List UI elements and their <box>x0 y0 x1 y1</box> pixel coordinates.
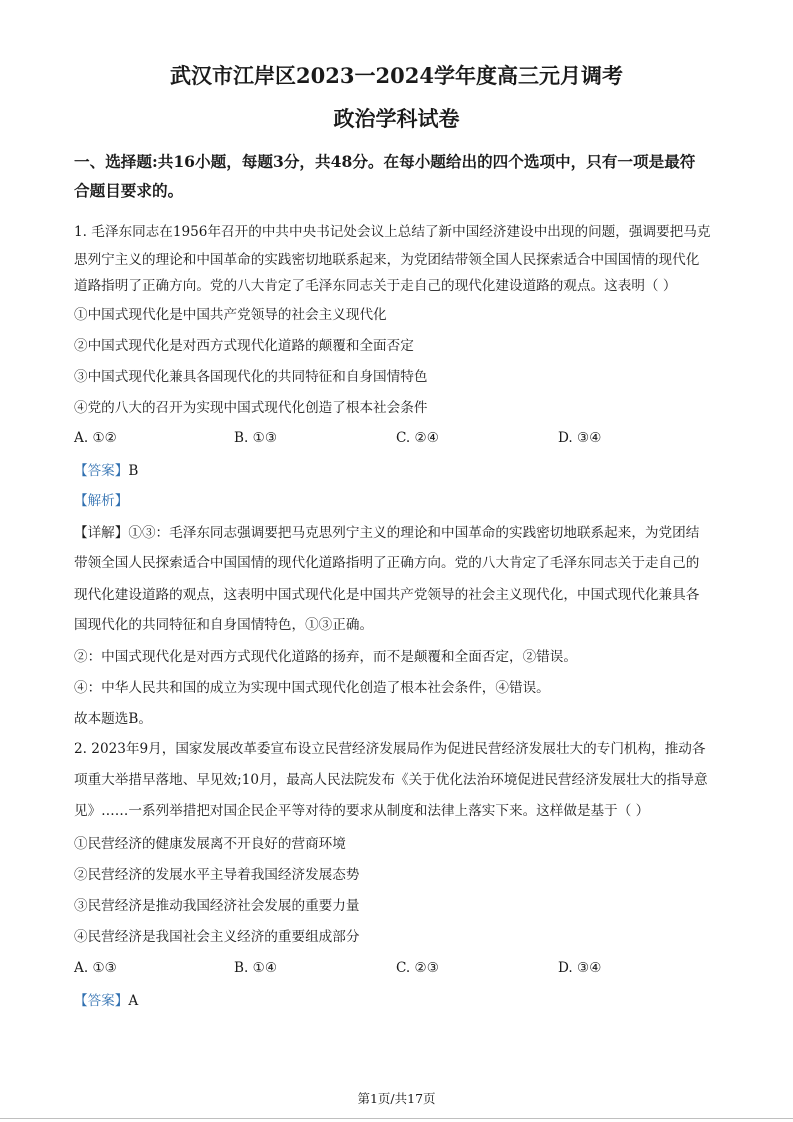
q1-answer <box>74 461 138 481</box>
q2-option-b: B. ①④ <box>234 960 278 976</box>
q2-option-c: C. ②③ <box>396 960 439 976</box>
q1-detail-tag: 【详解】 <box>74 525 129 541</box>
q2-statement-3: ③民营经济是推动我国经济社会发展的重要力量 <box>74 898 360 914</box>
q2-stem-line2: 项重大举措早落地、早见效;10月，最高人民法院发布《关于优化法治环境促进民营经济发展壮大的指导意 <box>74 772 708 788</box>
q2-option-a: A. ①③ <box>74 960 117 976</box>
q1-detail-line6: ④：中华人民共和国的成立为实现中国式现代化创造了根本社会条件，④错误。 <box>74 680 550 696</box>
page-number: 第1页/共17页 <box>357 1091 436 1106</box>
exam-subtitle: 政治学科试卷 <box>333 106 460 131</box>
q2-answer-tag: 【答案】 <box>74 993 129 1009</box>
exam-title: 武汉市江岸区2023一2024学年度高三元月调考 <box>170 63 623 88</box>
footer-divider <box>0 1118 793 1119</box>
q1-detail-line2: 带领全国人民探索适合中国国情的现代化道路指明了正确方向。党的八大肯定了毛泽东同志关于走自己的 <box>74 555 700 571</box>
q2-statement-4: ④民营经济是我国社会主义经济的重要组成部分 <box>74 929 360 945</box>
q1-option-b: B. ①③ <box>234 430 278 446</box>
q1-analysis-tag: 【解析】 <box>74 493 129 509</box>
q2-option-d: D. ③④ <box>558 960 602 976</box>
q1-answer-value: B <box>128 463 139 479</box>
section-heading-line2: 合题目要求的。 <box>74 181 184 200</box>
q1-detail-line4: 国现代化的共同特征和自身国情特色，①③正确。 <box>74 617 374 633</box>
q1-statement-1: ①中国式现代化是中国共产党领导的社会主义现代化 <box>74 307 387 323</box>
q1-detail-line5: ②：中国式现代化是对西方式现代化道路的扬弃，而不是颠覆和全面否定，②错误。 <box>74 649 577 665</box>
q1-statement-2: ②中国式现代化是对西方式现代化道路的颠覆和全面否定 <box>74 338 414 354</box>
q1-detail-text-1: ①③：毛泽东同志强调要把马克思列宁主义的理论和中国革命的实践密切地联系起来，为党团结 <box>128 525 700 541</box>
q1-analysis-heading <box>74 491 128 511</box>
q2-answer <box>74 991 138 1011</box>
q2-statement-1: ①民营经济的健康发展离不开良好的营商环境 <box>74 836 346 852</box>
q1-option-c: C. ②④ <box>396 430 439 446</box>
section-heading-line1: 一、选择题:共16小题，每题3分，共48分。在每小题给出的四个选项中，只有一项是最符 <box>74 152 696 171</box>
q1-option-d: D. ③④ <box>558 430 602 446</box>
q1-option-a: A. ①② <box>74 430 117 446</box>
q1-detail-line3: 现代化建设道路的观点，这表明中国式现代化是中国共产党领导的社会主义现代化，中国式现代化兼具各 <box>74 587 700 603</box>
q2-statement-2: ②民营经济的发展水平主导着我国经济发展态势 <box>74 867 360 883</box>
q2-stem-line1: 2. 2023年9月，国家发展改革委宣布设立民营经济发展局作为促进民营经济发展壮大的专门机构，推动各 <box>74 741 706 757</box>
q1-stem-line3: 道路指明了正确方向。党的八大肯定了毛泽东同志关于走自己的现代化建设道路的观点。这表明（ ） <box>74 278 677 294</box>
q2-stem-line3: 见》……一系列举措把对国企民企平等对待的要求从制度和法律上落实下来。这样做是基于（ ） <box>74 803 650 819</box>
q1-answer-tag: 【答案】 <box>74 463 129 479</box>
q1-stem-line1: 1. 毛泽东同志在1956年召开的中共中央书记处会议上总结了新中国经济建设中出现的问题，强调要把马克 <box>74 224 711 240</box>
q1-statement-4: ④党的八大的召开为实现中国式现代化创造了根本社会条件 <box>74 400 428 416</box>
q2-answer-value: A <box>128 993 139 1009</box>
q1-detail-line7: 故本题选B。 <box>74 711 152 727</box>
q1-detail-line1 <box>74 523 699 543</box>
q1-stem-line2: 思列宁主义的理论和中国革命的实践密切地联系起来，为党团结带领全国人民探索适合中国国情的现代化 <box>74 252 700 268</box>
q1-statement-3: ③中国式现代化兼具各国现代化的共同特征和自身国情特色 <box>74 369 428 385</box>
